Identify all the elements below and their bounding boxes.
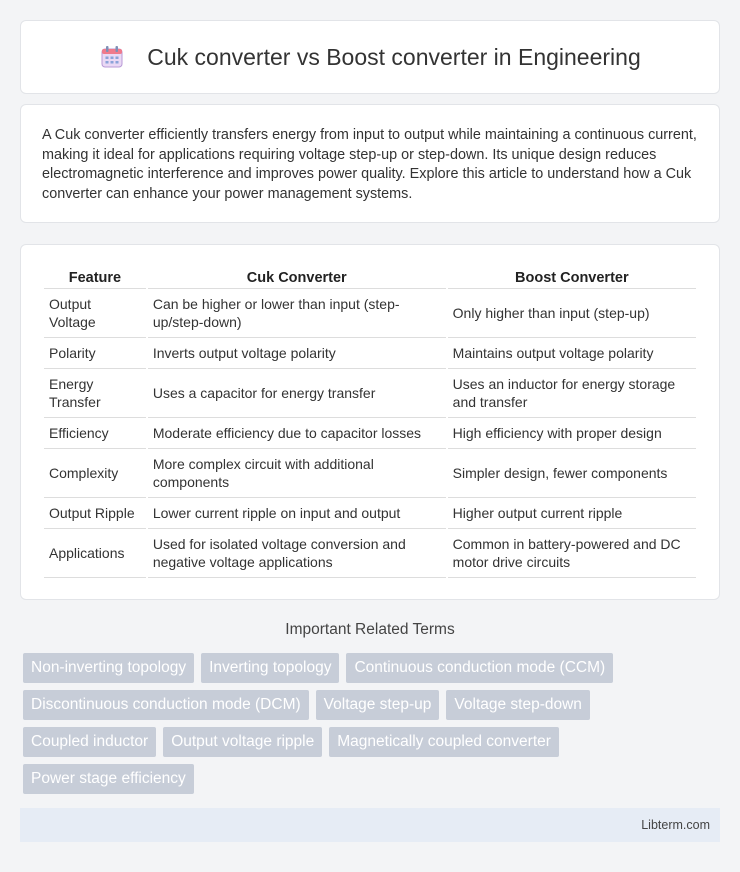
table-cell: Used for isolated voltage conversion and negative voltage applications xyxy=(148,529,446,578)
comparison-table xyxy=(42,262,698,578)
table-cell: Efficiency xyxy=(44,418,146,449)
table-row xyxy=(44,498,696,529)
related-term-tag[interactable]: Coupled inductor xyxy=(23,727,156,757)
intro-card xyxy=(20,104,720,223)
table-cell: Simpler design, fewer components xyxy=(448,449,696,498)
related-term-tag[interactable]: Output voltage ripple xyxy=(163,727,322,757)
footer-site-link[interactable]: Libterm.com xyxy=(641,818,710,832)
related-term-tag[interactable]: Non-inverting topology xyxy=(23,653,194,683)
table-header-row xyxy=(44,262,696,289)
column-header-boost: Boost Converter xyxy=(448,262,696,289)
table-row xyxy=(44,529,696,578)
intro-text: A Cuk converter efficiently transfers energy from input to output while maintaining a continuous current, making it ideal for applications requiring voltage step-up or step-down. Its unique design reduces electromagnetic interference and improves power quality. Explore this article to understand how a Cuk converter can enhance your power management systems. xyxy=(42,127,697,202)
table-row xyxy=(44,338,696,369)
table-cell: Can be higher or lower than input (step-up/step-down) xyxy=(148,289,446,338)
related-term-tag[interactable]: Voltage step-up xyxy=(316,690,440,720)
related-term-tag[interactable]: Inverting topology xyxy=(201,653,339,683)
table-cell: Inverts output voltage polarity xyxy=(148,338,446,369)
page-title: Cuk converter vs Boost converter in Engineering xyxy=(147,43,641,70)
table-cell: High efficiency with proper design xyxy=(448,418,696,449)
table-cell: Moderate efficiency due to capacitor losses xyxy=(148,418,446,449)
related-terms-title: Important Related Terms xyxy=(285,621,455,638)
table-cell: Energy Transfer xyxy=(44,369,146,418)
comparison-table-card xyxy=(20,244,720,600)
related-terms-list xyxy=(23,653,723,794)
table-cell: Applications xyxy=(44,529,146,578)
table-row xyxy=(44,449,696,498)
related-term-tag[interactable]: Discontinuous conduction mode (DCM) xyxy=(23,690,309,720)
related-term-tag[interactable]: Continuous conduction mode (CCM) xyxy=(346,653,613,683)
table-cell: Uses an inductor for energy storage and transfer xyxy=(448,369,696,418)
table-cell: Output Voltage xyxy=(44,289,146,338)
table-cell: Output Ripple xyxy=(44,498,146,529)
related-term-tag[interactable]: Voltage step-down xyxy=(446,690,590,720)
table-cell: Maintains output voltage polarity xyxy=(448,338,696,369)
calendar-icon xyxy=(99,44,125,70)
related-term-tag[interactable]: Power stage efficiency xyxy=(23,764,194,794)
related-term-tag[interactable]: Magnetically coupled converter xyxy=(329,727,559,757)
table-row xyxy=(44,289,696,338)
table-cell: Common in battery-powered and DC motor drive circuits xyxy=(448,529,696,578)
table-row xyxy=(44,418,696,449)
table-cell: More complex circuit with additional components xyxy=(148,449,446,498)
column-header-cuk: Cuk Converter xyxy=(148,262,446,289)
title-card xyxy=(20,20,720,94)
table-cell: Only higher than input (step-up) xyxy=(448,289,696,338)
column-header-feature: Feature xyxy=(44,262,146,289)
footer xyxy=(20,808,720,842)
table-cell: Higher output current ripple xyxy=(448,498,696,529)
table-row xyxy=(44,369,696,418)
table-cell: Uses a capacitor for energy transfer xyxy=(148,369,446,418)
table-cell: Complexity xyxy=(44,449,146,498)
table-cell: Polarity xyxy=(44,338,146,369)
table-cell: Lower current ripple on input and output xyxy=(148,498,446,529)
